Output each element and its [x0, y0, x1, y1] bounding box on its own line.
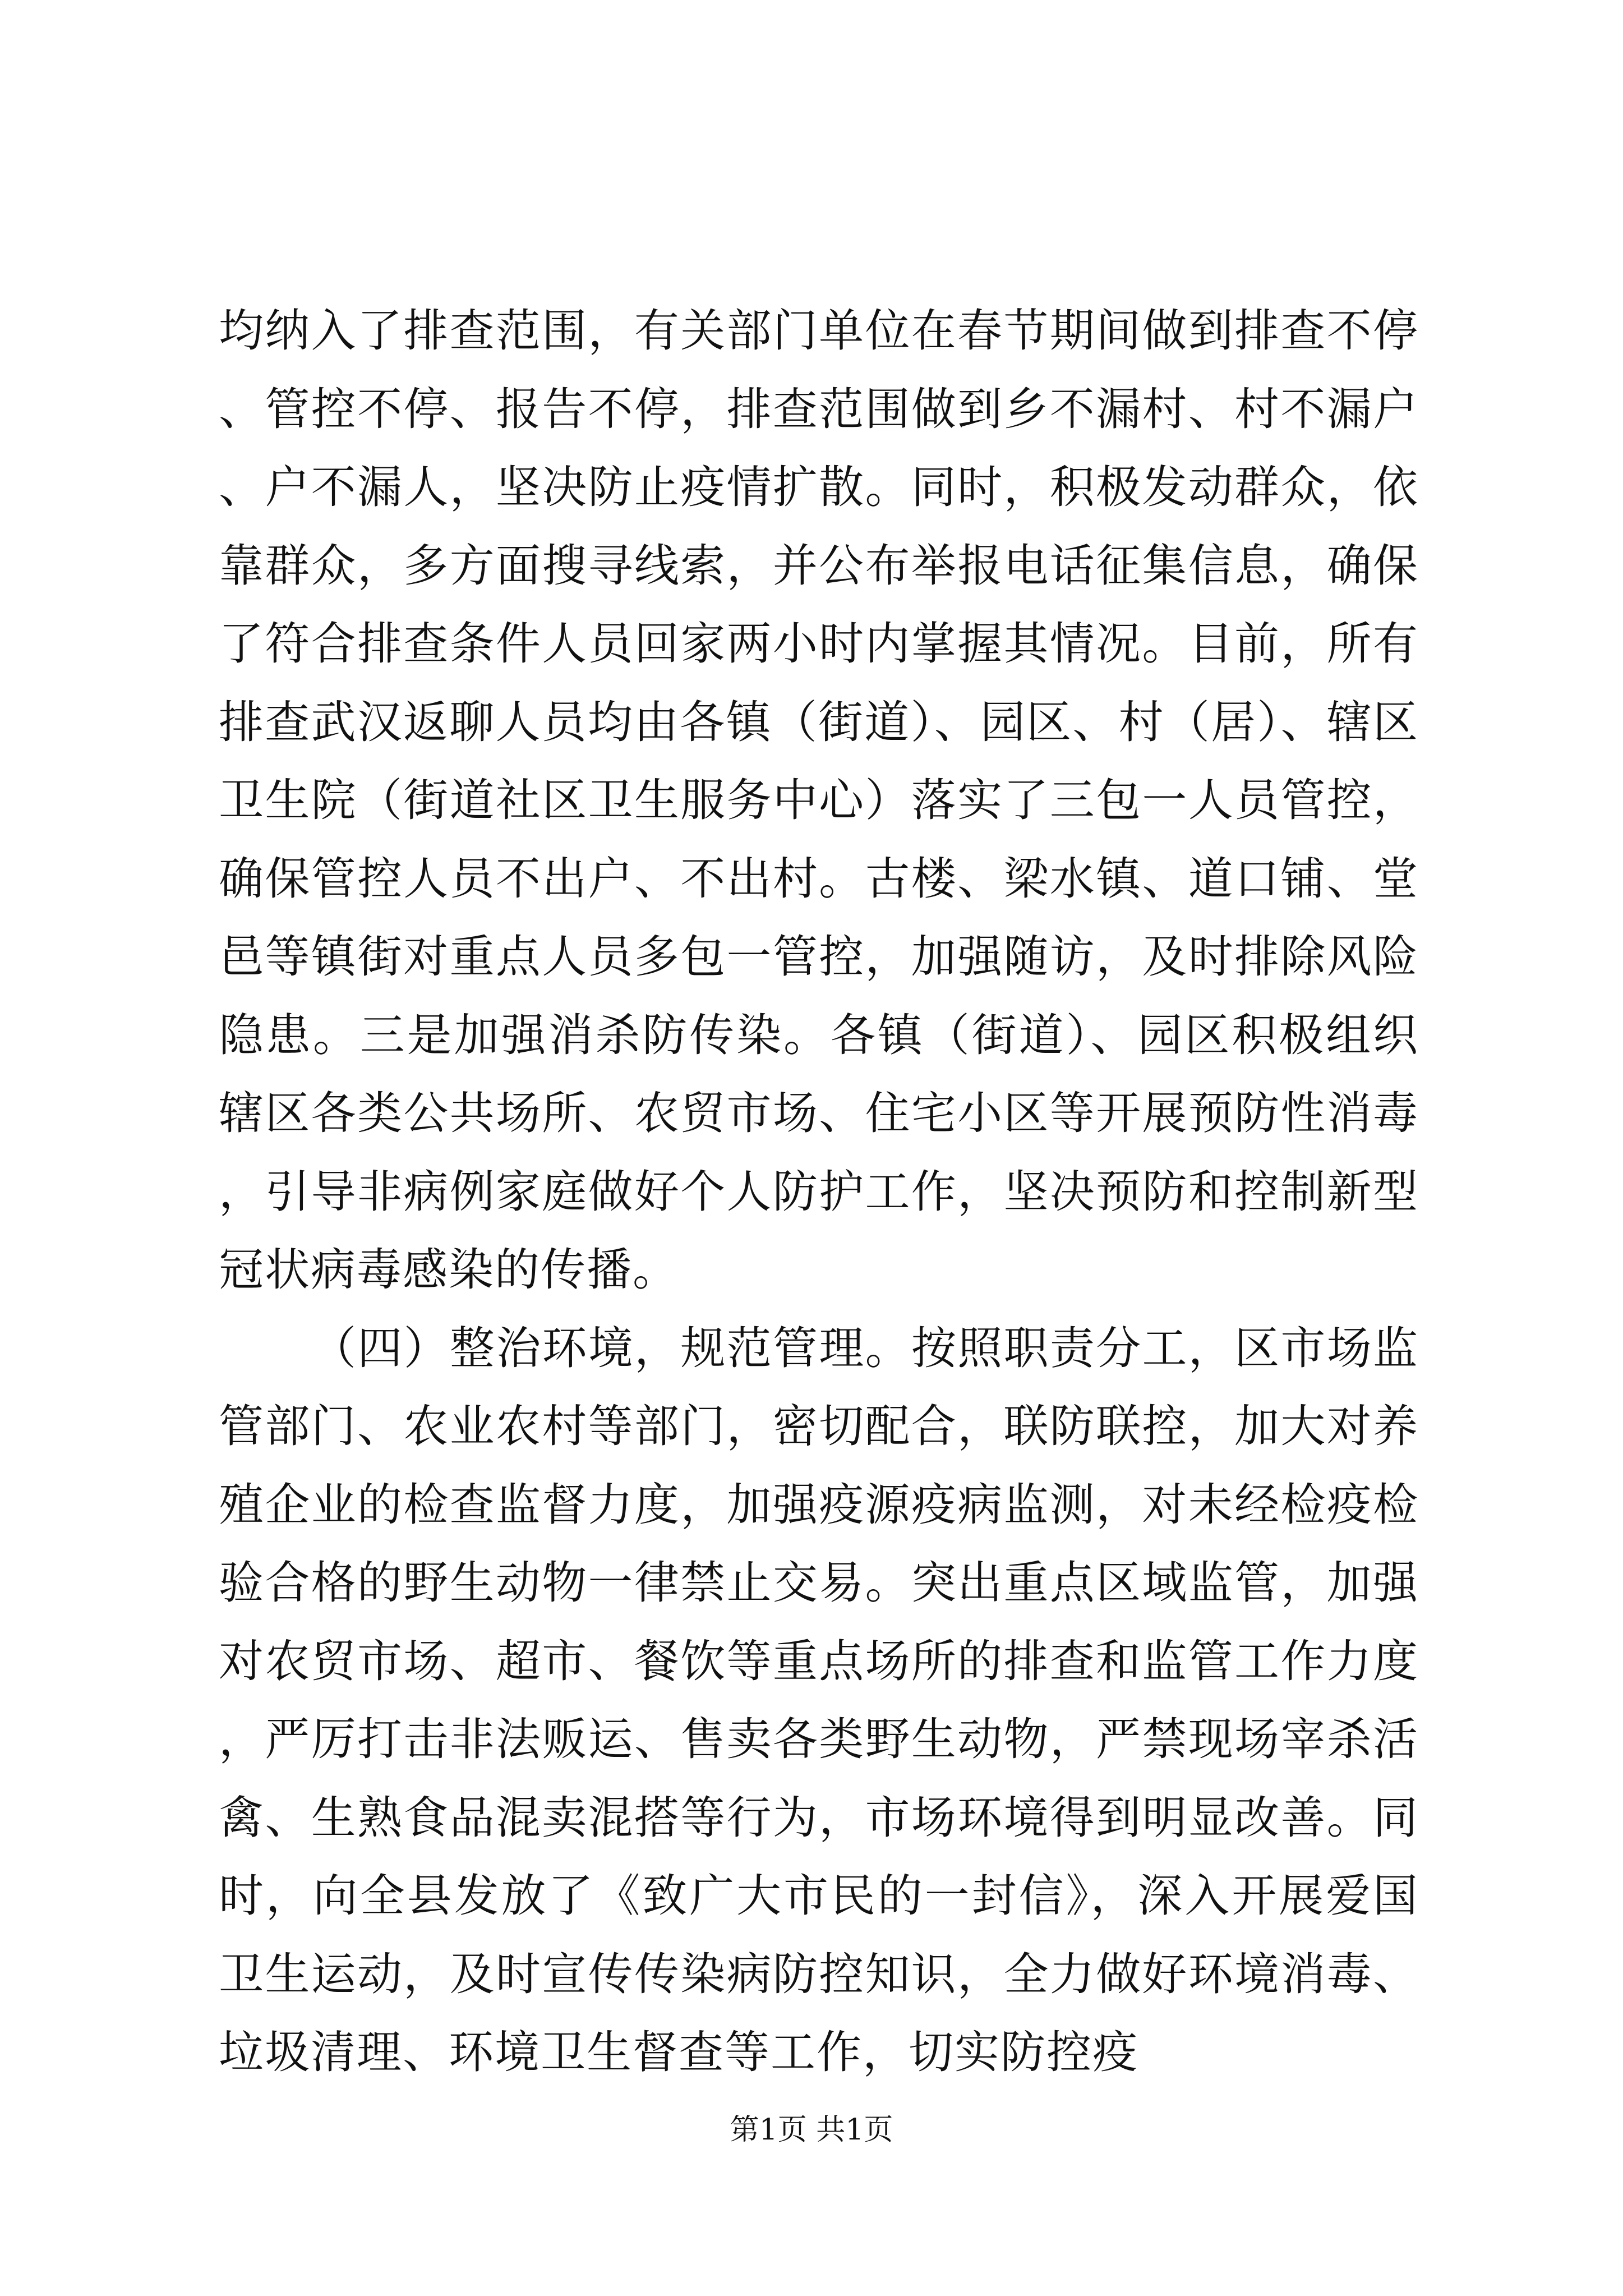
paragraph-continued: 均纳入了排查范围，有关部门单位在春节期间做到排查不停、管控不停、报告不停，排查范围做到乡不漏村、村不漏户、户不漏人，坚决防止疫情扩散。同时，积极发动群众，依靠群众，多方面搜寻线索，并公布举报电话征集信息，确保了符合排查条件人员回家两小时内掌握其情况。目前，所有排查武汉返聊人员均由各镇（街道）、园区、村（居）、辖区卫生院（街道社区卫生服务中心）落实了三包一人员管控，确保管控人员不出户、不出村。古楼、梁水镇、道口铺、堂邑等镇街对重点人员多包一管控，加强随访，及时排除风险隐患。三是加强消杀防传染。各镇（街道）、园区积极组织辖区各类公共场所、农贸市场、住宅小区等开展预防性消毒，引导非病例家庭做好个人防护工作，坚决预防和控制新型冠状病毒感染的传播。 [219, 305, 1419, 1296]
document-body [219, 292, 1419, 2092]
paragraph-section-four: （四）整治环境，规范管理。按照职责分工，区市场监管部门、农业农村等部门，密切配合，联防联控，加大对养殖企业的检查监督力度，加强疫源疫病监测，对未经检疫检验合格的野生动物一律禁止交易。突出重点区域监管，加强对农贸市场、超市、餐饮等重点场所的排查和监管工作力度，严厉打击非法贩运、售卖各类野生动物，严禁现场宰杀活禽、生熟食品混卖混搭等行为，市场环境得到明显改善。同时，向全县发放了《致广大市民的一封信》，深入开展爱国卫生运动，及时宣传传染病防控知识，全力做好环境消毒、垃圾清理、环境卫生督查等工作，切实防控疫 [219, 1322, 1419, 2078]
page-footer: 第1页 共1页 [730, 2113, 893, 2147]
